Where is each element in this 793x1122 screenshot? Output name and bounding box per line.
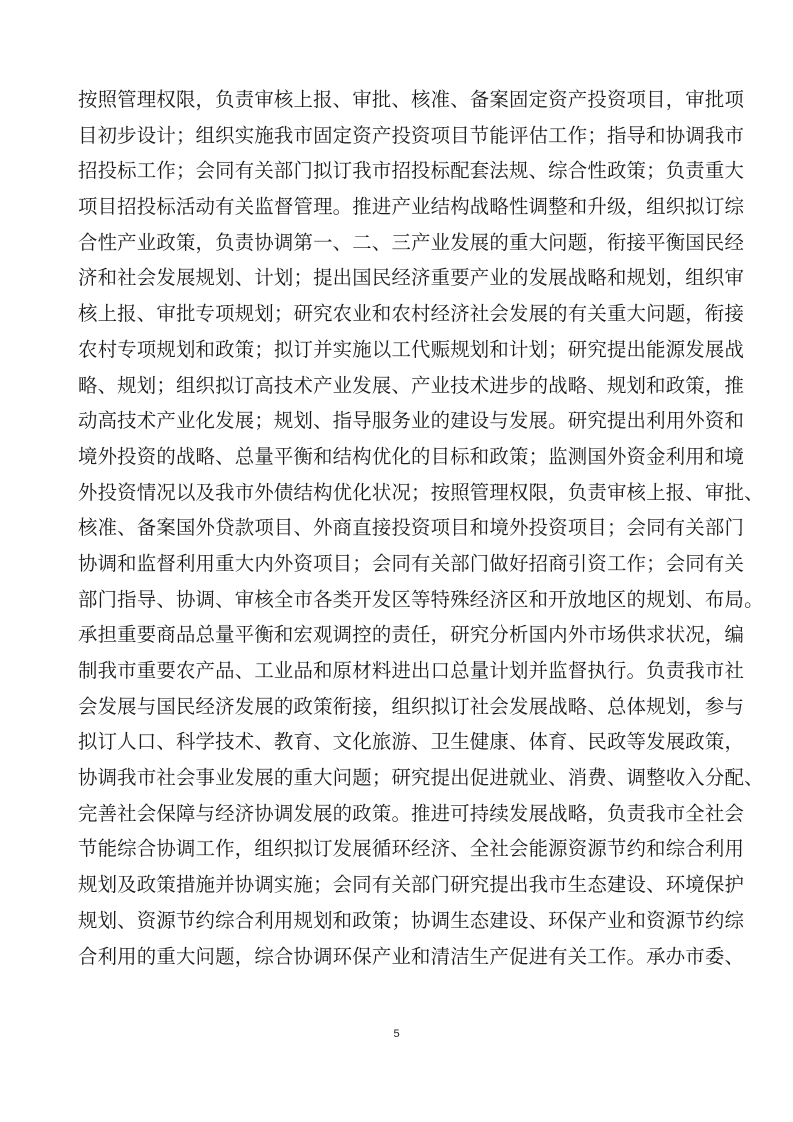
page-number: 5 [393,1028,400,1040]
text-line: 部门指导、协调、审核全市各类开发区等特殊经济区和开放地区的规划、布局。 [78,587,764,611]
text-line: 规划及政策措施并协调实施；会同有关部门研究提出我市生态建设、环境保护 [78,873,745,897]
text-line: 协调我市社会事业发展的重大问题；研究提出促进就业、消费、调整收入分配、 [78,766,764,790]
text-line: 动高技术产业化发展；规划、指导服务业的建设与发展。研究提出利用外资和 [78,409,745,433]
text-line: 节能综合协调工作，组织拟订发展循环经济、全社会能源资源节约和综合利用 [78,837,745,861]
text-line: 会发展与国民经济发展的政策衔接，组织拟订社会发展战略、总体规划，参与 [78,694,745,718]
text-line: 目初步设计；组织实施我市固定资产投资项目节能评估工作；指导和协调我市 [78,123,745,147]
text-line: 核上报、审批专项规划；研究农业和农村经济社会发展的有关重大问题，衔接 [78,302,745,326]
text-line: 略、规划；组织拟订高技术产业发展、产业技术进步的战略、规划和政策，推 [78,373,745,397]
text-line: 外投资情况以及我市外债结构优化状况；按照管理权限，负责审核上报、审批、 [78,480,764,504]
text-line: 济和社会发展规划、计划；提出国民经济重要产业的发展战略和规划，组织审 [78,266,745,290]
text-line: 完善社会保障与经济协调发展的政策。推进可持续发展战略，负责我市全社会 [78,801,745,825]
body-text [78,82,764,974]
text-line: 招投标工作；会同有关部门拟订我市招投标配套法规、综合性政策；负责重大 [78,159,745,183]
text-line: 承担重要商品总量平衡和宏观调控的责任，研究分析国内外市场供求状况，编 [78,623,745,647]
text-line: 制我市重要农产品、工业品和原材料进出口总量计划并监督执行。负责我市社 [78,659,745,682]
text-line: 规划、资源节约综合利用规划和政策；协调生态建设、环保产业和资源节约综 [78,908,745,932]
text-line: 合利用的重大问题，综合协调环保产业和清洁生产促进有关工作。承办市委、 [78,944,745,968]
text-line: 协调和监督利用重大内外资项目；会同有关部门做好招商引资工作；会同有关 [78,551,745,575]
text-line: 拟订人口、科学技术、教育、文化旅游、卫生健康、体育、民政等发展政策， [78,730,745,754]
text-line: 项目招投标活动有关监督管理。推进产业结构战略性调整和升级，组织拟订综 [78,195,745,219]
text-line: 农村专项规划和政策；拟订并实施以工代赈规划和计划；研究提出能源发展战 [78,337,745,361]
text-line: 境外投资的战略、总量平衡和结构优化的目标和政策；监测国外资金利用和境 [78,444,745,468]
text-line: 合性产业政策，负责协调第一、二、三产业发展的重大问题，衔接平衡国民经 [78,230,745,254]
text-line: 核准、备案国外贷款项目、外商直接投资项目和境外投资项目；会同有关部门 [78,516,745,540]
text-line: 按照管理权限，负责审核上报、审批、核准、备案固定资产投资项目，审批项 [78,88,745,111]
